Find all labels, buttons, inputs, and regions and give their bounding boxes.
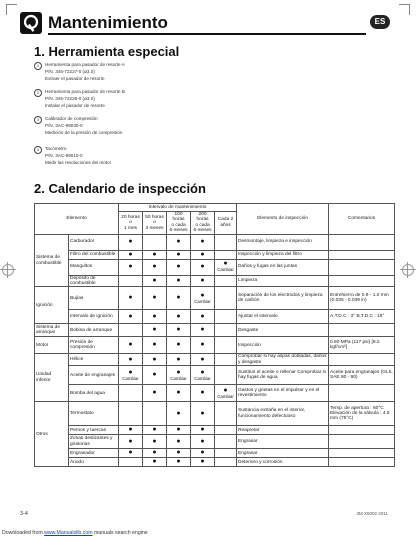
check-dot-icon: ● <box>176 355 181 363</box>
header-elemento-inspeccion: Elemento de inspección <box>237 204 329 235</box>
check-dot-icon: ● <box>200 291 205 299</box>
item-number: 3 <box>34 116 42 124</box>
tool-name: Tacómetro <box>45 146 67 151</box>
check-dot-icon: ● <box>128 437 133 445</box>
check-dot-icon: ● <box>128 250 133 258</box>
group-label: Ignición <box>35 287 69 324</box>
check-dot-icon: ● <box>176 368 181 376</box>
check-dot-icon: ● <box>200 238 205 246</box>
row-item: Pernos y tuercas <box>69 426 119 435</box>
table-row <box>35 385 395 402</box>
row-comment <box>329 449 395 458</box>
check-dot-icon: ● <box>176 238 181 246</box>
header-interval-2y: Cada 2 años <box>215 212 237 235</box>
header-interval-100h: 100 horas o cada 6 meses <box>167 212 191 235</box>
row-item: Ánodo <box>69 458 119 467</box>
row-item: Carburador <box>69 234 119 250</box>
registration-mark-icon <box>2 264 14 276</box>
check-dot-icon: ● <box>152 294 157 302</box>
row-comment: Temp. de apertura : 60°C Elevación de la válvula : 4.5 mm (75°C) <box>329 402 395 426</box>
row-inspection: Engrasar <box>237 435 329 449</box>
table-row <box>35 324 395 337</box>
item-number: 1 <box>34 62 42 70</box>
row-inspection: Sustituir el aceite o rellenar Comprobar si hay fugas de agua <box>237 366 329 385</box>
check-dot-icon: ● <box>152 437 157 445</box>
item-number: 2 <box>34 89 42 97</box>
tool-name: Herramienta para pasador de resorte B <box>45 89 125 94</box>
check-dot-icon: ● <box>128 294 133 302</box>
tool-name: Calibrador de compresión <box>45 116 98 121</box>
group-label: Unidad inferior <box>35 354 69 402</box>
tool-purpose: Medir las revoluciones del motor <box>45 159 112 165</box>
check-dot-icon: ● <box>176 277 181 285</box>
row-inspection: Inspección y limpieza del filtro <box>237 250 329 259</box>
row-item: Presión de compresión <box>69 337 119 354</box>
manualslib-link[interactable]: www.Manualslib.com <box>44 530 93 536</box>
check-dot-icon: ● <box>223 260 228 268</box>
header-interval-50h: 50 horas o 3 meses <box>143 212 167 235</box>
crop-mark <box>6 4 17 15</box>
row-inspection: Desgaste <box>237 324 329 337</box>
row-comment: Entrehierro de 0.9 - 1.0 mm (0.035 - 0.039 in) <box>329 287 395 310</box>
row-comment <box>329 275 395 287</box>
inspection-schedule-table <box>34 203 395 467</box>
header-rule <box>48 33 366 35</box>
row-item: Zonas deslizantes y giratorias <box>69 435 119 449</box>
check-dot-icon: ● <box>176 458 181 466</box>
check-dot-icon: ● <box>200 368 205 376</box>
row-comment <box>329 435 395 449</box>
check-dot-icon: ● <box>152 250 157 258</box>
tool-part-number: P/N. 345-72227-0 (ø3.0) <box>45 68 95 74</box>
row-comment <box>329 385 395 402</box>
row-inspection: Ajustar el intervalo <box>237 310 329 324</box>
row-comment <box>329 234 395 250</box>
row-inspection: Sustancia extraña en el interior, funcionamiento defectuoso <box>237 402 329 426</box>
tool-part-number: P/N. 3AC-99010-0 <box>45 152 83 158</box>
registration-mark-icon <box>402 264 414 276</box>
item-number: 4 <box>34 146 42 154</box>
check-dot-icon: ● <box>176 294 181 302</box>
replace-label: Cambiar <box>194 298 211 304</box>
replace-label: Cambiar <box>194 375 211 381</box>
check-dot-icon: ● <box>200 341 205 349</box>
table-row <box>35 449 395 458</box>
row-comment: A.T.D.C : 3° B.T.D.C : 18° <box>329 310 395 324</box>
row-item: Engrasador <box>69 449 119 458</box>
check-dot-icon: ● <box>176 326 181 334</box>
group-label: Sistema de arranque <box>35 324 69 337</box>
table-row <box>35 259 395 275</box>
check-dot-icon: ● <box>152 277 157 285</box>
check-dot-icon: ● <box>152 326 157 334</box>
check-dot-icon: ● <box>200 355 205 363</box>
row-inspection: Reapretar <box>237 426 329 435</box>
check-dot-icon: ● <box>200 326 205 334</box>
row-inspection: Comprobar si hay aspas dobladas, daños y desgaste <box>238 354 327 365</box>
check-dot-icon: ● <box>128 368 133 376</box>
check-dot-icon: ● <box>152 458 157 466</box>
language-badge: ES <box>370 15 390 29</box>
tool-part-number: P/N. 3AC-99030-0 <box>45 122 83 128</box>
check-dot-icon: ● <box>128 341 133 349</box>
check-dot-icon: ● <box>176 409 181 417</box>
check-dot-icon: ● <box>176 263 181 271</box>
check-dot-icon: ● <box>200 250 205 258</box>
group-label: Sistema de combustible <box>35 234 69 287</box>
row-item: Mangultos <box>69 259 119 275</box>
header-interval-200h: 200 horas o cada 6 meses <box>191 212 215 235</box>
row-comment: Aceite para engranajes (GL5, SAE 80 - 90) <box>329 366 395 385</box>
row-item: Aceite de engranajes <box>69 366 119 385</box>
group-label: Otros <box>35 402 69 467</box>
check-dot-icon: ● <box>128 238 133 246</box>
row-item: Bomba del agua <box>69 385 119 402</box>
check-dot-icon: ● <box>152 263 157 271</box>
tool-purpose: Medición de la presión de compresión <box>45 129 123 135</box>
section-title-schedule: 2. Calendario de inspección <box>34 181 206 196</box>
replace-label: Cambiar <box>122 375 139 381</box>
check-dot-icon: ● <box>128 263 133 271</box>
row-item: Depósito de combustible <box>69 275 119 287</box>
header-comentarios: Comentarios <box>329 204 395 235</box>
table-row <box>35 426 395 435</box>
header-intervalo: Intervalo de mantenimiento <box>119 204 237 212</box>
row-comment <box>329 458 395 467</box>
row-inspection: Engrasar <box>237 449 329 458</box>
row-comment <box>329 354 395 366</box>
row-inspection: Deterioro y corrosión <box>237 458 329 467</box>
table-row <box>35 250 395 259</box>
replace-label: Cambiar <box>170 375 187 381</box>
check-dot-icon: ● <box>128 312 133 320</box>
check-dot-icon: ● <box>200 389 205 397</box>
check-dot-icon: ● <box>128 426 133 434</box>
footer-prefix: Downloaded from <box>2 530 45 536</box>
section-title-tools: 1. Herramienta especial <box>34 44 180 59</box>
table-row <box>35 458 395 467</box>
check-dot-icon: ● <box>176 389 181 397</box>
replace-label: Cambiar <box>217 393 234 399</box>
row-item: Bobina de arranque <box>69 324 119 337</box>
check-dot-icon: ● <box>176 449 181 457</box>
table-row <box>35 287 395 310</box>
check-dot-icon: ● <box>176 312 181 320</box>
row-item: Hélice <box>69 354 119 366</box>
row-item: Filtro del combustible <box>69 250 119 259</box>
row-item: Bujías <box>69 287 119 310</box>
page-header <box>20 12 390 34</box>
table-row <box>35 354 395 366</box>
row-inspection: Separación de los electrodos y limpieza de carbón <box>237 287 329 310</box>
header-interval-20h: 20 horas o 1 mes <box>119 212 143 235</box>
check-dot-icon: ● <box>176 341 181 349</box>
check-dot-icon: ● <box>200 277 205 285</box>
crop-mark <box>399 4 410 15</box>
check-dot-icon: ● <box>223 386 228 394</box>
check-dot-icon: ● <box>200 426 205 434</box>
header-elemento: Elemento <box>35 204 119 235</box>
check-dot-icon: ● <box>152 426 157 434</box>
row-inspection: Desmontaje, limpieza e inspección <box>237 234 329 250</box>
check-dot-icon: ● <box>128 449 133 457</box>
tool-purpose: Instalar el pasador de resorte <box>45 102 105 108</box>
group-label: Motor <box>35 337 69 354</box>
wrench-icon <box>20 12 42 34</box>
row-inspection: Limpieza <box>237 275 329 287</box>
check-dot-icon: ● <box>152 355 157 363</box>
row-inspection: Daños y fugas en las juntas <box>237 259 329 275</box>
check-dot-icon: ● <box>176 426 181 434</box>
table-row <box>35 234 395 250</box>
check-dot-icon: ● <box>200 449 205 457</box>
download-footer <box>2 530 148 536</box>
table-row <box>35 275 395 287</box>
row-comment: 0.80 MPa (117 psi) [8.2 kgf/cm²] <box>329 337 395 354</box>
row-item: Termostato <box>69 402 119 426</box>
check-dot-icon: ● <box>128 355 133 363</box>
check-dot-icon: ● <box>200 437 205 445</box>
tool-part-number: P/N. 345-72228-0 (ø3.0) <box>45 95 95 101</box>
table-row <box>35 337 395 354</box>
table-row <box>35 435 395 449</box>
check-dot-icon: ● <box>176 250 181 258</box>
table-row <box>35 310 395 324</box>
check-dot-icon: ● <box>152 389 157 397</box>
document-code: 3M X5002 2011 <box>356 511 388 516</box>
row-comment <box>329 259 395 275</box>
check-dot-icon: ● <box>200 263 205 271</box>
table-row <box>35 402 395 426</box>
check-dot-icon: ● <box>176 437 181 445</box>
check-dot-icon: ● <box>200 409 205 417</box>
page-number: 3-4 <box>20 511 28 517</box>
check-dot-icon: ● <box>152 341 157 349</box>
check-dot-icon: ● <box>200 458 205 466</box>
tool-name: Herramienta para pasador de resorte A <box>45 62 125 67</box>
row-comment <box>329 426 395 435</box>
page-title: Mantenimiento <box>48 13 168 32</box>
footer-suffix: manuals search engine <box>92 530 148 536</box>
replace-label: Cambiar <box>217 267 234 273</box>
row-inspection: Gastos y grietas en el impulsor y en el revestimiento <box>237 385 329 402</box>
check-dot-icon: ● <box>200 312 205 320</box>
row-inspection: Inspección <box>237 337 329 354</box>
row-comment <box>329 250 395 259</box>
check-dot-icon: ● <box>152 312 157 320</box>
table-row <box>35 366 395 385</box>
row-item: Intervalo de ignición <box>69 310 119 324</box>
check-dot-icon: ● <box>152 449 157 457</box>
row-comment <box>329 324 395 337</box>
tool-purpose: Extraer el pasador de resorte <box>45 75 105 81</box>
check-dot-icon: ● <box>152 371 157 379</box>
